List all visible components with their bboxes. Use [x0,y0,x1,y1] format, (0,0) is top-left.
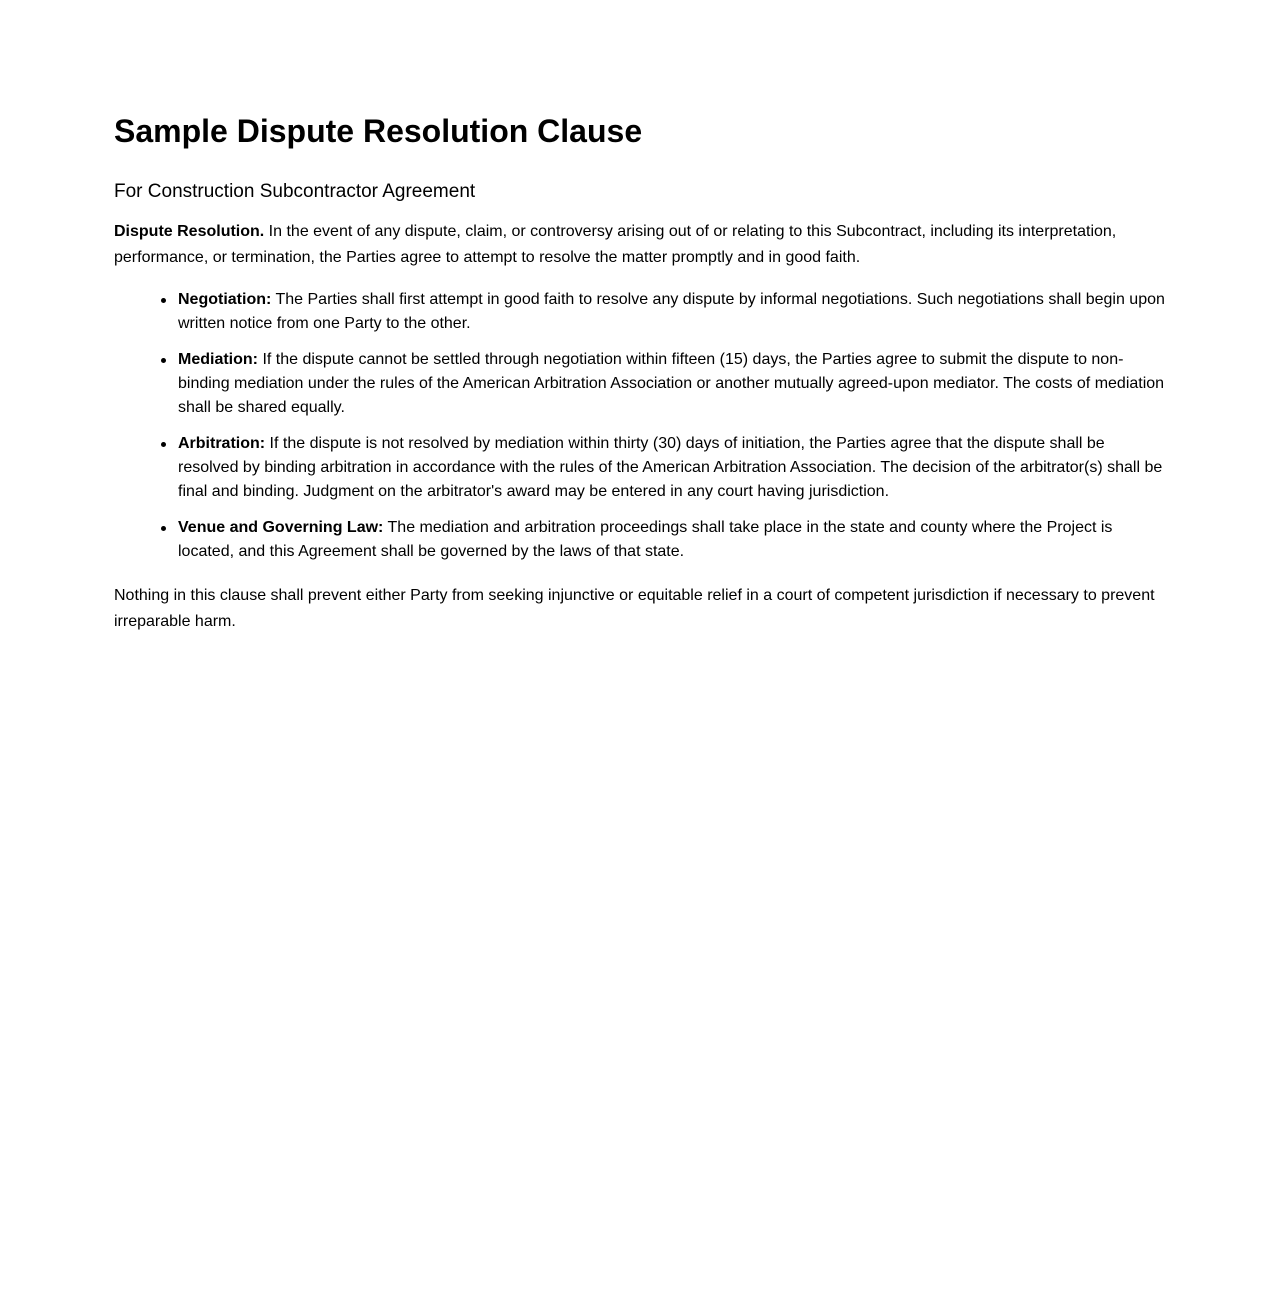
list-item-mediation [178,348,1166,420]
page-subtitle: For Construction Subcontractor Agreement [114,181,476,202]
step-text: The Parties shall first attempt in good faith to resolve any dispute by informal negotiations. Such negotiations shall begin upon written notice from one Party to the other. [178,291,1165,332]
intro-lead: Dispute Resolution. [114,223,265,240]
step-label: Negotiation: [178,291,272,308]
list-item-negotiation [178,288,1166,336]
step-text: The mediation and arbitration proceedings shall take place in the state and county where the Project is located, and this Agreement shall be governed by the laws of that state. [178,519,1113,560]
page-title: Sample Dispute Resolution Clause [114,113,643,149]
step-label: Mediation: [178,351,258,368]
resolution-steps-list [114,288,1166,576]
step-label: Venue and Governing Law: [178,519,384,536]
list-item-venue [178,516,1166,564]
step-text: If the dispute is not resolved by mediation within thirty (30) days of initiation, the Parties agree that the dispute shall be resolved by binding arbitration in accordance with the rules of the American Arbitration Association. The decision of the arbitrator(s) shall be final and binding. Judgment on the arbitrator's award may be entered in any court having jurisdiction. [178,435,1163,500]
intro-text: In the event of any dispute, claim, or controversy arising out of or relating to this Subcontract, including its interpretation, performance, or termination, the Parties agree to attempt to resolve the matter promptly and in good faith. [114,223,1117,266]
step-text: If the dispute cannot be settled through negotiation within fifteen (15) days, the Parties agree to submit the dispute to non-binding mediation under the rules of the American Arbitration Association or another mutually agreed-upon mediator. The costs of mediation shall be shared equally. [178,351,1165,416]
step-label: Arbitration: [178,435,266,452]
list-item-arbitration [178,432,1166,504]
intro-paragraph [114,219,1166,271]
closing-paragraph: Nothing in this clause shall prevent either Party from seeking injunctive or equitable relief in a court of competent jurisdiction if necessary to prevent irreparable harm. [114,587,1155,630]
